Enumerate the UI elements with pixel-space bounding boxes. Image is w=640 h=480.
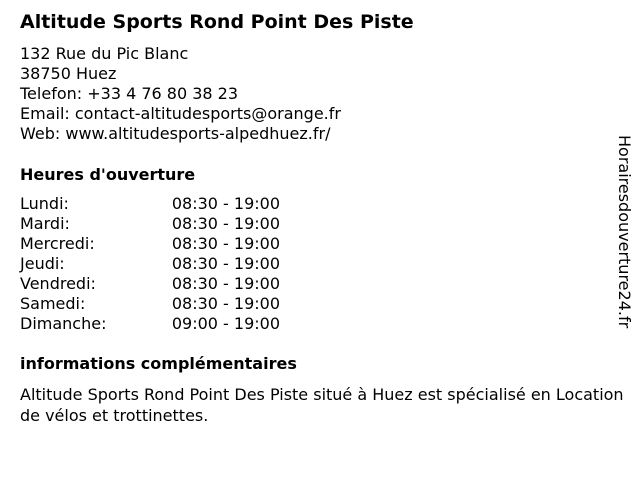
hours-row-wednesday: [20, 234, 280, 254]
contact-block: [20, 44, 341, 144]
address-city: 38750 Huez: [20, 64, 117, 83]
hours-row-saturday: [20, 294, 280, 314]
time-value: 08:30 - 19:00: [171, 214, 280, 233]
time-value: 08:30 - 19:00: [171, 234, 280, 253]
day-label: Mercredi:: [20, 234, 95, 253]
day-label: Vendredi:: [20, 274, 96, 293]
time-value: 09:00 - 19:00: [171, 314, 280, 333]
day-label: Samedi:: [20, 294, 86, 313]
hours-row-thursday: [20, 254, 280, 274]
day-label: Mardi:: [20, 214, 70, 233]
day-label: Dimanche:: [20, 314, 107, 333]
hours-row-monday: [20, 194, 280, 214]
phone-line: Telefon: +33 4 76 80 38 23: [20, 84, 239, 103]
day-label: Lundi:: [20, 194, 69, 213]
time-value: 08:30 - 19:00: [171, 274, 280, 293]
info-heading: informations complémentaires: [20, 354, 297, 373]
time-value: 08:30 - 19:00: [171, 294, 280, 313]
email-line: Email: contact-altitudesports@orange.fr: [20, 104, 341, 123]
brand-vertical-text: Horairesdouverture24.fr: [615, 135, 634, 329]
hours-row-sunday: [20, 314, 280, 334]
hours-heading: Heures d'ouverture: [20, 165, 196, 184]
address-street: 132 Rue du Pic Blanc: [20, 44, 189, 63]
hours-row-friday: [20, 274, 280, 294]
hours-table: [20, 194, 280, 334]
web-line: Web: www.altitudesports-alpedhuez.fr/: [20, 124, 331, 143]
day-label: Jeudi:: [20, 254, 65, 273]
time-value: 08:30 - 19:00: [171, 254, 280, 273]
info-description: Altitude Sports Rond Point Des Piste situé à Huez est spécialisé en Location de vélos et trottinettes.: [20, 385, 624, 425]
time-value: 08:30 - 19:00: [171, 194, 280, 213]
store-name: Altitude Sports Rond Point Des Piste: [20, 11, 414, 33]
hours-row-tuesday: [20, 214, 280, 234]
